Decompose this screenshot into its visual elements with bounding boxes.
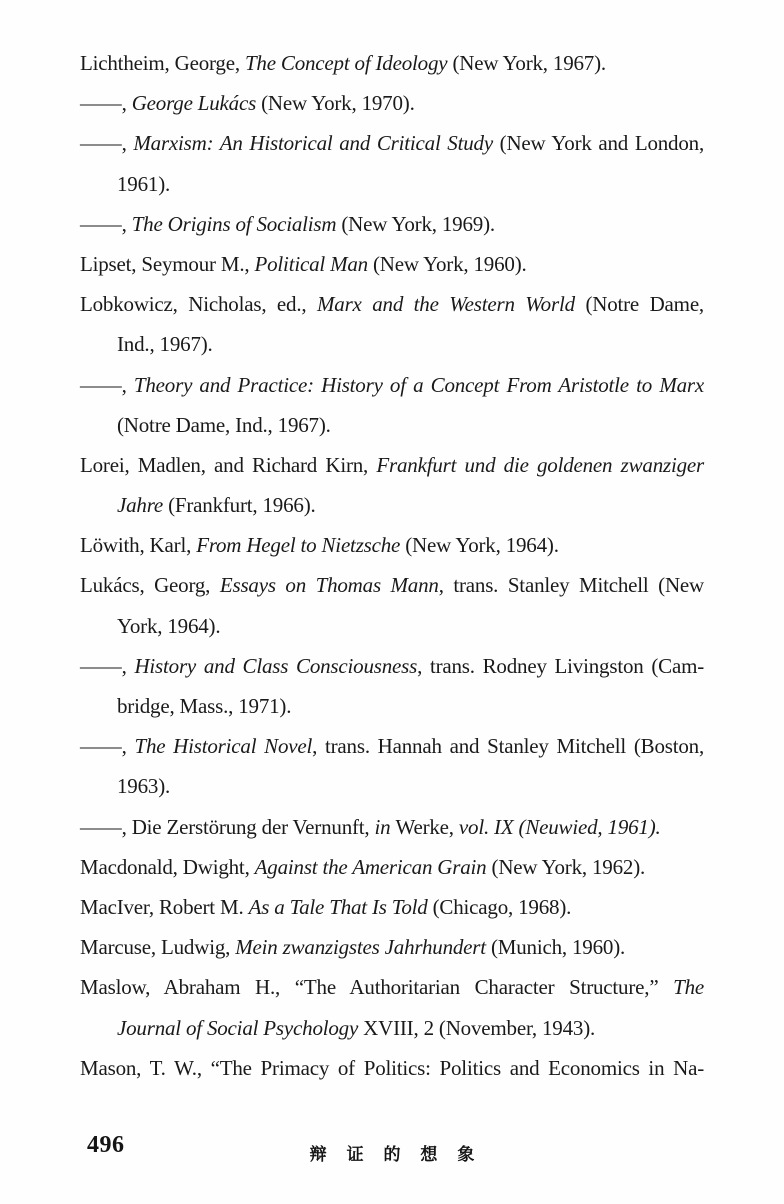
bibliography-text-segment: bridge, Mass., 1971). [117, 694, 292, 718]
bibliography-line [80, 485, 704, 525]
bibliography-text-segment: Lukács, Georg, [80, 573, 220, 598]
bibliography-text-segment: ——, [80, 91, 132, 116]
bibliography-text-segment: (New York, 1969). [341, 211, 495, 236]
bibliography-title-segment: Mein zwanzigstes Jahrhundert [235, 935, 491, 960]
bibliography-line [80, 204, 704, 244]
bibliography-line [80, 646, 704, 686]
bibliography-text-segment: Lobkowicz, Nicholas, ed., [80, 292, 317, 317]
bibliography-text-segment: York, 1964). [117, 613, 221, 638]
page-number: 496 [87, 1132, 125, 1158]
bibliography-text-segment: Lipset, Seymour M., [80, 251, 255, 276]
bibliography-text-segment: Löwith, Karl, [80, 533, 197, 558]
bibliography-text-segment: (New York and London, [499, 131, 704, 156]
bibliography-title-segment: Marx and the Western World [316, 292, 586, 317]
bibliography-line [80, 244, 704, 284]
bibliography-text-segment: (New York, 1962). [491, 854, 646, 879]
bibliography-title-segment: vol. IX (Neuwied, 1961). [458, 814, 661, 839]
bibliography-title-segment: The Origins of Socialism [131, 211, 342, 236]
bibliography-text-segment: MacIver, Robert M. [80, 894, 249, 919]
bibliography-text-segment: , trans. Stanley Mitchell (New [438, 573, 705, 598]
bibliography-line [80, 766, 704, 806]
bibliography-line [80, 164, 704, 204]
bibliography-line [80, 606, 704, 646]
bibliography-text-segment: ——, [80, 372, 134, 397]
bibliography-text-segment: ——, [80, 653, 135, 678]
bibliography-text-segment: ——, [80, 211, 132, 236]
bibliography-title-segment: Theory and Practice: History of a Concept From Aristotle to Marx [133, 372, 705, 397]
bibliography-text-segment: (New York, 1964). [405, 533, 559, 558]
bibliography-text-segment: Ind., 1967). [117, 332, 213, 357]
bibliography-title-segment: George Lukács [131, 91, 262, 116]
bibliography-title-segment: As a Tale That Is Told [248, 894, 433, 919]
bibliography-text-segment: , trans. Hannah and Stanley Mitchell (Boston, [312, 734, 705, 759]
bibliography-line [80, 565, 704, 605]
bibliography-text-segment: Maslow, Abraham H., “The Authoritarian Character Structure,” [80, 975, 674, 1000]
bibliography-text-segment: ——, [80, 131, 134, 156]
bibliography-text-segment: (Notre Dame, Ind., 1967). [117, 412, 331, 437]
bibliography-line [80, 1048, 704, 1088]
bibliography-title-segment: Journal of Social Psychology [117, 1015, 364, 1040]
bibliography-text-segment: Lichtheim, George, [80, 51, 245, 75]
bibliography-text-segment: Werke, [395, 814, 459, 839]
bibliography-text-segment: (New York, 1970). [261, 91, 415, 116]
bibliography-line [80, 927, 704, 967]
bibliography-line [80, 1008, 704, 1048]
bibliography-line [80, 43, 704, 83]
bibliography-text-segment: XVIII, 2 (November, 1943). [363, 1015, 596, 1040]
bibliography-title-segment: The Historical Novel [134, 734, 313, 759]
bibliography-title-segment: Frankfurt und die goldenen zwanziger [376, 452, 704, 477]
bibliography-title-segment: Essays on Thomas Mann [219, 573, 439, 598]
bibliography-text-segment: Marcuse, Ludwig, [80, 935, 236, 960]
bibliography-text-segment: (Munich, 1960). [490, 935, 626, 960]
bibliography-text-segment: Macdonald, Dwight, [80, 854, 255, 879]
bibliography-text-segment: (New York, 1960). [373, 251, 527, 276]
bibliography-title-segment: in [374, 814, 396, 839]
bibliography-title-segment: Against the American Grain [254, 854, 492, 879]
bibliography-text-segment: ——, Die Zerstörung der Vernunft, [80, 814, 375, 839]
bibliography-title-segment: Jahre [117, 493, 169, 518]
bibliography-line [80, 284, 704, 324]
bibliography-text-segment: ——, [80, 734, 135, 759]
bibliography-line [80, 726, 704, 766]
bibliography-text-segment: (New York, 1967). [452, 51, 606, 75]
bibliography-text-segment: 1963). [117, 774, 171, 799]
bibliography-title-segment: Marxism: An Historical and Critical Study [133, 131, 500, 156]
bibliography-line [80, 83, 704, 123]
bibliography-text-segment: (Notre Dame, [585, 292, 704, 317]
bibliography-text-segment: Lorei, Madlen, and Richard Kirn, [80, 452, 377, 477]
bibliography-line [80, 123, 704, 163]
bibliography-text-segment: , trans. Rodney Livingston (Cam- [417, 653, 704, 678]
running-title: 辩 证 的 想 象 [309, 1145, 482, 1165]
bibliography-line [80, 324, 704, 364]
bibliography-title-segment: History and Class Consciousness [134, 653, 418, 678]
bibliography-title-segment: The [673, 975, 704, 1000]
bibliography-line [80, 807, 704, 847]
bibliography-line [80, 686, 704, 726]
bibliography-line [80, 887, 704, 927]
bibliography-list [80, 43, 704, 1088]
bibliography-title-segment: From Hegel to Nietzsche [196, 533, 406, 558]
bibliography-line [80, 445, 704, 485]
bibliography-line [80, 365, 704, 405]
bibliography-text-segment: 1961). [117, 171, 171, 196]
bibliography-line [80, 525, 704, 565]
bibliography-line [80, 847, 704, 887]
bibliography-title-segment: The Concept of Ideology [244, 51, 453, 75]
bibliography-title-segment: Political Man [254, 251, 374, 276]
bibliography-line [80, 405, 704, 445]
bibliography-line [80, 967, 704, 1007]
bibliography-text-segment: Mason, T. W., “The Primacy of Politics: Politics and Economics in Na- [80, 1055, 704, 1080]
bibliography-text-segment: (Frankfurt, 1966). [168, 493, 316, 518]
bibliography-text-segment: (Chicago, 1968). [432, 894, 572, 919]
